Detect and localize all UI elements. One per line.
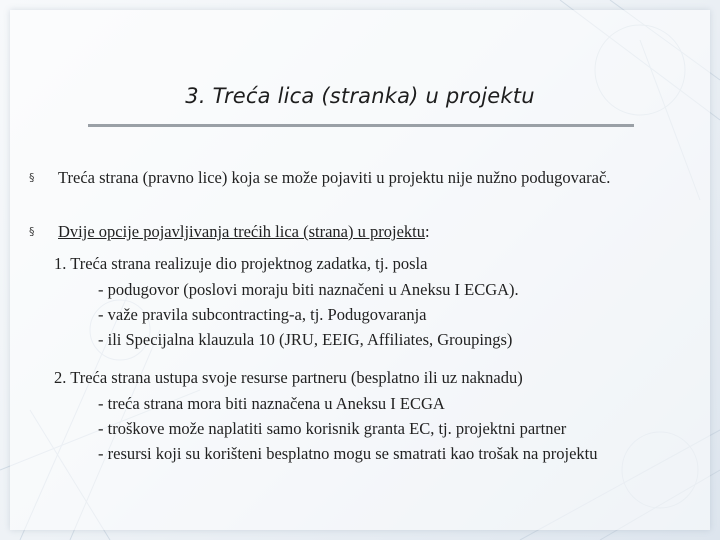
option-2-heading: 2. Treća strana ustupa svoje resurse partneru (besplatno ili uz naknadu) [54,368,523,387]
option-2-item: - troškove može naplatiti samo korisnik granta EC, tj. projektni partner [98,419,567,438]
option-2-item: - resursi koji su korišteni besplatno mogu se smatrati kao trošak na projektu [98,444,598,463]
option-1-item: - podugovor (poslovi moraju biti naznačeni u Aneksu I ECGA). [98,280,519,299]
option-2-item: - treća strana mora biti naznačena u Aneksu I ECGA [98,394,445,413]
option-1-item: - važe pravila subcontracting-a, tj. Podugovaranja [98,305,427,324]
bullet-text-2 [58,222,430,242]
bullet-marker-1: § [29,171,35,184]
bullet-marker-2: § [29,225,35,238]
bullet-2-underlined: Dvije opcije pojavljivanja trećih lica (strana) u projektu [58,222,425,241]
option-1-heading: 1. Treća strana realizuje dio projektnog zadatka, tj. posla [54,254,428,273]
option-1-item: - ili Specijalna klauzula 10 (JRU, EEIG, Affiliates, Groupings) [98,330,513,349]
slide-title: 3. Treća lica (stranka) u projektu [185,84,535,108]
title-divider [88,124,634,127]
bullet-text-1: Treća strana (pravno lice) koja se može pojaviti u projektu nije nužno podugovarač. [58,168,611,187]
bullet-2-tail: : [425,222,430,241]
